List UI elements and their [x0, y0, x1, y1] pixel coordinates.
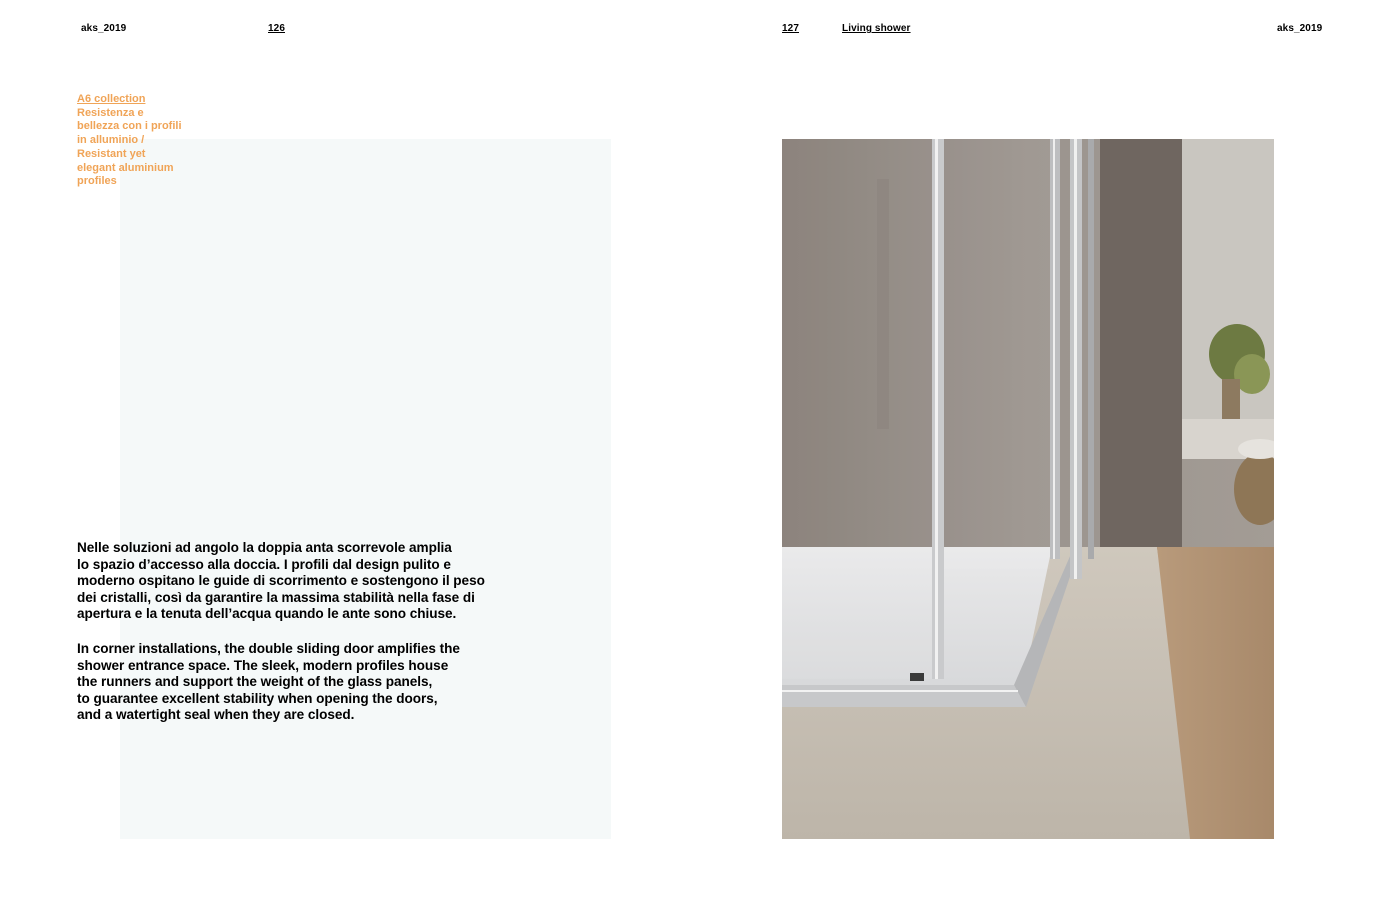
text-line: moderno ospitano le guide di scorrimento e sostengono il peso — [77, 573, 485, 588]
text-line: the runners and support the weight of the glass panels, — [77, 674, 433, 689]
page-number-left[interactable]: 126 — [268, 23, 285, 34]
brand-label-right: aks_2019 — [1277, 23, 1323, 34]
text-line: and a watertight seal when they are closed. — [77, 707, 355, 722]
text-line: apertura e la tenuta dell’acqua quando le ante sono chiuse. — [77, 606, 457, 621]
text-line: lo spazio d’accesso alla doccia. I profili dal design pulito e — [77, 556, 451, 572]
shower-photo — [782, 139, 1274, 839]
collection-caption — [77, 93, 187, 189]
tint-background-panel — [120, 139, 611, 839]
page-number-right[interactable]: 127 — [782, 23, 799, 34]
collection-title-link[interactable]: A6 collection — [77, 93, 146, 105]
italian-description — [77, 540, 532, 623]
text-line: dei cristalli, così da garantire la massima stabilità nella fase di — [77, 589, 475, 605]
text-line: Nelle soluzioni ad angolo la doppia anta scorrevole amplia — [77, 540, 452, 555]
text-line: shower entrance space. The sleek, modern profiles house — [77, 657, 449, 673]
shower-photo-illustration — [782, 139, 1274, 839]
collection-description: Resistenza e bellezza con i profili in alluminio / Resistant yet elegant aluminium profiles — [77, 106, 182, 188]
section-title-link[interactable]: Living shower — [842, 23, 911, 34]
text-line: In corner installations, the double sliding door amplifies the — [77, 641, 460, 656]
english-description — [77, 641, 517, 724]
text-line: to guarantee excellent stability when opening the doors, — [77, 690, 438, 706]
brand-label-left: aks_2019 — [81, 23, 127, 34]
